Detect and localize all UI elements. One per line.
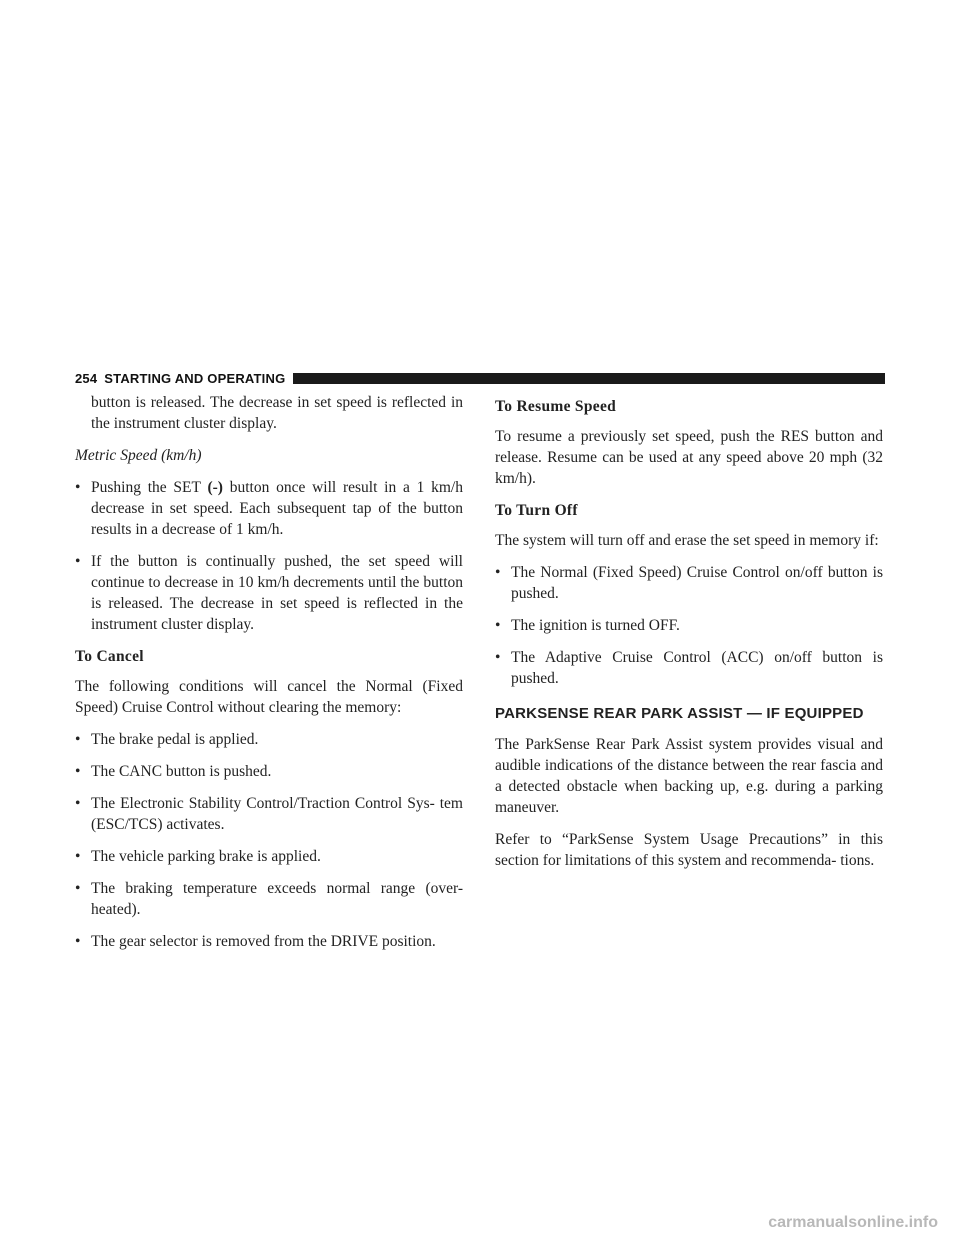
turn-off-bullet-list: [495, 562, 883, 689]
cancel-heading: To Cancel: [75, 648, 144, 665]
list-item: • The Adaptive Cruise Control (ACC) on/off button is pushed.: [495, 647, 883, 689]
metric-bullet-list: [75, 477, 463, 635]
resume-paragraph: To resume a previously set speed, push the RES button and release. Resume can be used at any speed above 20 mph (32 km/h).: [495, 428, 883, 487]
parksense-paragraph: The ParkSense Rear Park Assist system provides visual and audible indications of the distance between the rear fascia and a detected obstacle when backing up, e.g. during a parking maneuver.: [495, 736, 883, 816]
right-column: [495, 392, 883, 882]
parksense-reference-paragraph: Refer to “ParkSense System Usage Precautions” in this section for limitations of this system and recommenda- tions.: [495, 831, 883, 869]
left-column: [75, 392, 463, 963]
resume-heading: To Resume Speed: [495, 398, 617, 415]
turn-off-intro: The system will turn off and erase the set speed in memory if:: [495, 532, 879, 549]
parksense-heading: PARKSENSE REAR PARK ASSIST — IF EQUIPPED: [495, 705, 864, 722]
turn-off-heading: To Turn Off: [495, 502, 578, 519]
cancel-bullet-list: [75, 729, 463, 952]
continued-paragraph: button is released. The decrease in set speed is reflected in the instrument cluster display.: [91, 394, 463, 432]
list-item: • The vehicle parking brake is applied.: [75, 846, 463, 867]
list-item: • The Normal (Fixed Speed) Cruise Control on/off button is pushed.: [495, 562, 883, 604]
cancel-intro: The following conditions will cancel the Normal (Fixed Speed) Cruise Control without clearing the memory:: [75, 678, 463, 716]
header-rule: [293, 373, 885, 384]
watermark-logo: carmanualsonline.info: [768, 1214, 938, 1231]
list-item: • The gear selector is removed from the DRIVE position.: [75, 931, 463, 952]
metric-speed-heading: Metric Speed (km/h): [75, 447, 202, 464]
list-item: • The ignition is turned OFF.: [495, 615, 883, 636]
list-item: • The brake pedal is applied.: [75, 729, 463, 750]
page-number: 254: [75, 370, 98, 386]
section-title: STARTING AND OPERATING: [104, 370, 286, 386]
list-item: • Pushing the SET (-) button once will result in a 1 km/h decrease in set speed. Each subsequent tap of the button results in a decrease of 1 km/h.: [75, 477, 463, 540]
list-item: • If the button is continually pushed, the set speed will continue to decrease in 10 km/h decrements until the button is released. The decrease in set speed is reflected in the instrument cluster display.: [75, 551, 463, 635]
list-item: • The braking temperature exceeds normal range (over- heated).: [75, 878, 463, 920]
list-item: • The CANC button is pushed.: [75, 761, 463, 782]
list-item: • The Electronic Stability Control/Traction Control Sys- tem (ESC/TCS) activates.: [75, 793, 463, 835]
page-header: [75, 370, 885, 386]
